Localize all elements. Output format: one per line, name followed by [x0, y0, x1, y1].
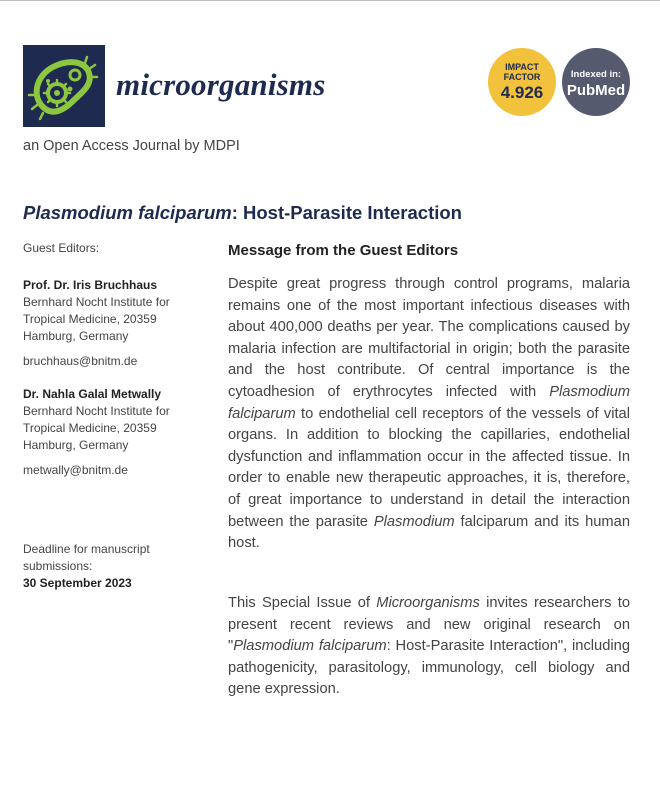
journal-tagline: an Open Access Journal by MDPI	[23, 138, 240, 154]
impact-factor-value: 4.926	[500, 83, 544, 102]
guest-editors-label: Guest Editors:	[23, 241, 100, 255]
editor-name: Prof. Dr. Iris Bruchhaus	[23, 278, 158, 292]
microorganism-logo-icon	[23, 45, 105, 127]
submission-deadline: Deadline for manuscript submissions: 30 September 2023	[23, 541, 203, 592]
editor-block	[23, 277, 203, 370]
impact-factor-label: IMPACT FACTOR	[503, 62, 541, 82]
editor-name: Dr. Nahla Galal Metwally	[23, 387, 162, 401]
indexed-label: Indexed in:	[570, 69, 622, 80]
message-paragraph-1: Despite great progress through control programs, malaria remains one of the most important infectious diseases with about 400,000 deaths per year. The complications caused by malaria infection are multifactorial in origin; both the parasite and the host contribute. Of central importance is the cytoadhesion of erythrocytes infected with Plasmodium falciparum to endothelial cell receptors of the vessels of vital organs. In addition to blocking the capillaries, endothelial dysfunction and inflammation occur in the affected tissue. In order to enable new therapeutic approaches, it is, therefore, of great importance to understand in detail the interaction between the parasite Plasmodium falciparum and its human host.	[228, 276, 630, 552]
pubmed-badge	[562, 48, 630, 116]
editor-email[interactable]: metwally@bnitm.de	[23, 463, 128, 477]
deadline-date: 30 September 2023	[23, 576, 132, 590]
editor-block	[23, 386, 203, 479]
impact-factor-badge	[488, 48, 556, 116]
journal-name: microorganisms	[116, 67, 326, 102]
journal-logo	[23, 45, 105, 127]
special-issue-title: Plasmodium falciparum: Host-Parasite Interaction	[23, 202, 462, 223]
message-heading: Message from the Guest Editors	[228, 242, 459, 259]
editor-affiliation: Bernhard Nocht Institute for Tropical Medicine, 20359 Hamburg, Germany	[23, 295, 170, 343]
guest-editors-sidebar	[23, 240, 203, 479]
indexed-value: PubMed	[566, 82, 626, 99]
top-border-line	[0, 0, 660, 1]
message-paragraph-2: This Special Issue of Microorganisms invites researchers to present recent reviews and new original research on "Plasmodium falciparum: Host-Parasite Interaction", including pathogenicity, parasitology, immunology, cell biology and gene expression.	[228, 595, 630, 698]
editor-email[interactable]: bruchhaus@bnitm.de	[23, 354, 138, 368]
editor-affiliation: Bernhard Nocht Institute for Tropical Medicine, 20359 Hamburg, Germany	[23, 404, 170, 452]
